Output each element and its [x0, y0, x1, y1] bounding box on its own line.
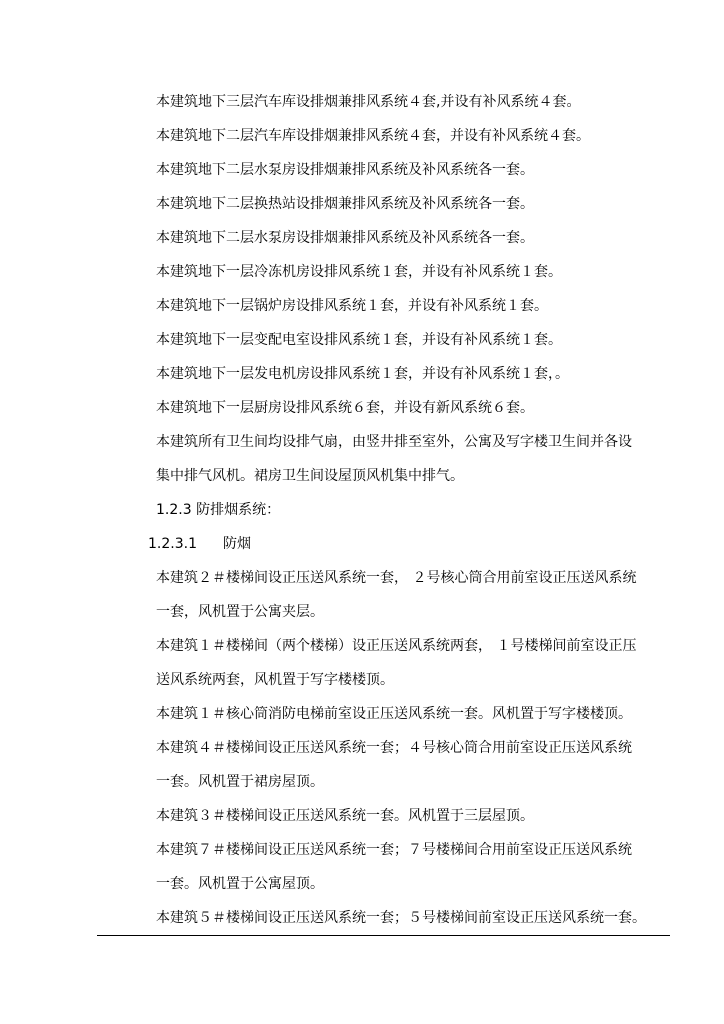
footer-rule	[97, 935, 670, 936]
paragraph-line: 本建筑地下二层汽车库设排烟兼排风系统４套，并设有补风系统４套。	[156, 128, 590, 144]
paragraph-line: 本建筑地下二层水泵房设排烟兼排风系统及补风系统各一套。	[156, 230, 534, 246]
section-heading: 1.2.3 防排烟系统：	[156, 502, 281, 518]
subsection-title: 防烟	[222, 536, 251, 552]
paragraph-line: 本建筑地下一层厨房设排风系统６套，并设有新风系统６套。	[156, 400, 534, 416]
paragraph-line: 本建筑７＃楼梯间设正压送风系统一套；７号楼梯间合用前室设正压送风系统	[156, 842, 632, 858]
paragraph-line: 本建筑地下二层水泵房设排烟兼排风系统及补风系统各一套。	[156, 162, 534, 178]
paragraph-line: 本建筑地下一层锅炉房设排风系统１套，并设有补风系统１套。	[156, 298, 548, 314]
paragraph-line: 一套。风机置于裙房屋顶。	[156, 774, 324, 790]
paragraph-line: 本建筑所有卫生间均设排气扇，由竖井排至室外，公寓及写字楼卫生间并各设	[156, 434, 632, 450]
paragraph-line: 本建筑３＃楼梯间设正压送风系统一套。风机置于三层屋顶。	[156, 808, 534, 824]
paragraph-line: 本建筑地下二层换热站设排烟兼排风系统及补风系统各一套。	[156, 196, 534, 212]
paragraph-line: 本建筑１＃楼梯间（两个楼梯）设正压送风系统两套， １号楼梯间前室设正压	[156, 638, 637, 654]
paragraph-line: 送风系统两套，风机置于写字楼楼顶。	[156, 672, 394, 688]
paragraph-line: 一套。风机置于公寓屋顶。	[156, 876, 324, 892]
subsection-number: 1.2.3.1	[148, 536, 197, 552]
paragraph-line: 本建筑５＃楼梯间设正压送风系统一套；５号楼梯间前室设正压送风系统一套。	[156, 910, 646, 926]
paragraph-line: 一套，风机置于公寓夹层。	[156, 604, 324, 620]
paragraph-line: 本建筑地下一层冷冻机房设排风系统１套，并设有补风系统１套。	[156, 264, 562, 280]
paragraph-line: 集中排气风机。裙房卫生间设屋顶风机集中排气。	[156, 468, 464, 484]
paragraph-line: 本建筑１＃核心筒消防电梯前室设正压送风系统一套。风机置于写字楼楼顶。	[156, 706, 632, 722]
paragraph-line: 本建筑地下一层发电机房设排风系统１套，并设有补风系统１套，。	[156, 366, 569, 382]
paragraph-line: 本建筑４＃楼梯间设正压送风系统一套；４号核心筒合用前室设正压送风系统	[156, 740, 632, 756]
paragraph-line: 本建筑２＃楼梯间设正压送风系统一套， ２号核心筒合用前室设正压送风系统	[156, 570, 637, 586]
paragraph-line: 本建筑地下三层汽车库设排烟兼排风系统４套,并设有补风系统４套。	[156, 94, 581, 110]
subsection-heading	[148, 534, 251, 554]
paragraph-line: 本建筑地下一层变配电室设排风系统１套，并设有补风系统１套。	[156, 332, 562, 348]
